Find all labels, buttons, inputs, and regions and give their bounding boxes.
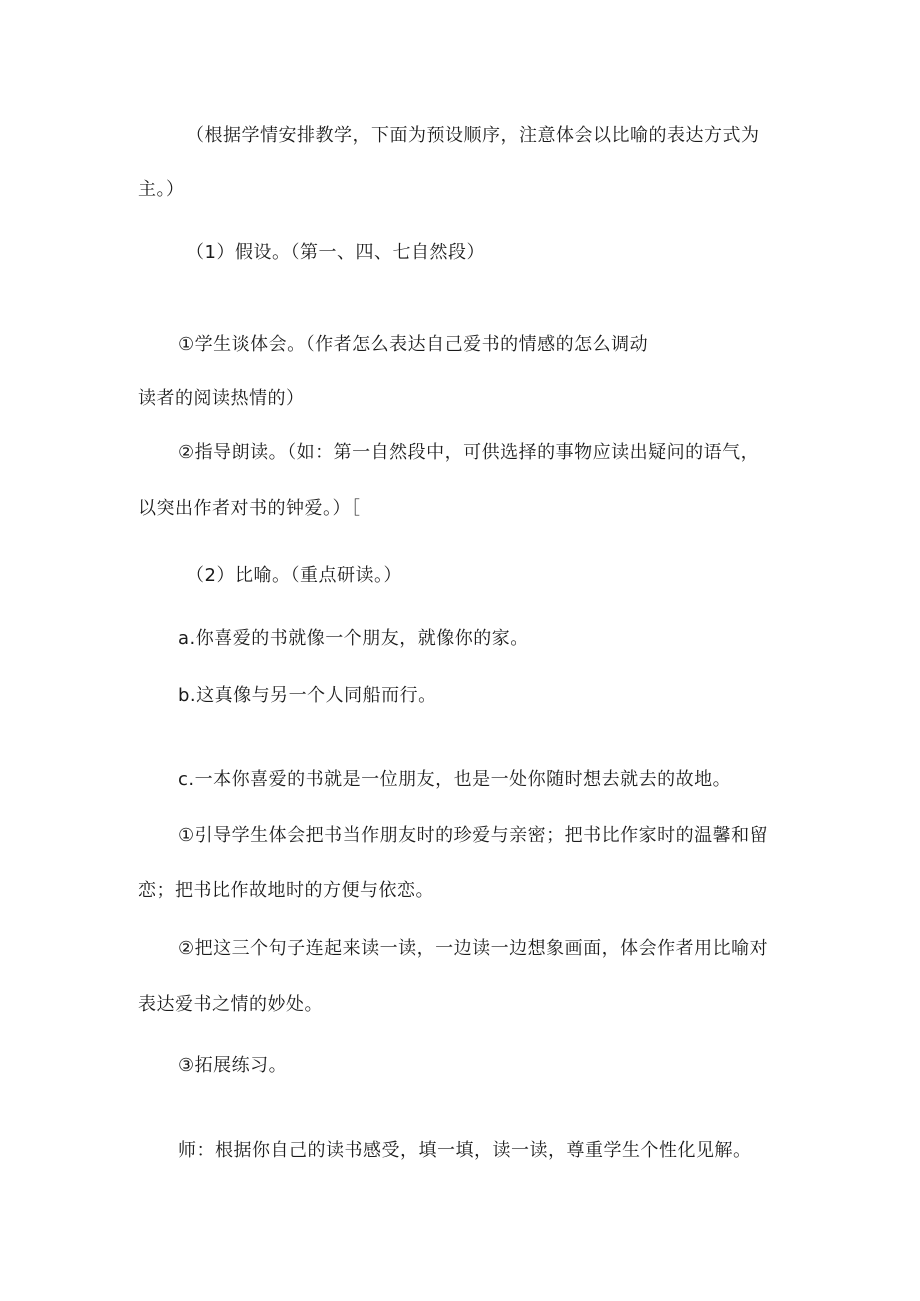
- item-2-1-line-2: 恋；把书比作故地时的方便与依恋。: [138, 880, 434, 901]
- item-2-2-line-2: 表达爱书之情的妙处。: [138, 994, 323, 1015]
- sentence-a: a.你喜爱的书就像一个朋友，就像你的家。: [178, 628, 529, 649]
- item-2-3: ③拓展练习。: [178, 1055, 288, 1076]
- section-heading-1: （1）假设。（第一、四、七自然段）: [186, 242, 485, 263]
- item-1-2-line-2: 以突出作者对书的钟爱。）［: [138, 498, 361, 519]
- sentence-b: b.这真像与另一个人同船而行。: [178, 685, 437, 706]
- intro-line-1: （根据学情安排教学，下面为预设顺序，注意体会以比喻的表达方式为: [186, 125, 760, 146]
- item-1-1-line-2: 读者的阅读热情的）: [138, 388, 305, 409]
- intro-line-2: 主。）: [138, 179, 185, 200]
- item-1-1-line-1: ①学生谈体会。（作者怎么表达自己爱书的情感的怎么调动: [178, 334, 649, 355]
- item-2-1-line-1: ①引导学生体会把书当作朋友时的珍爱与亲密；把书比作家时的温馨和留: [178, 825, 769, 846]
- teacher-note: 师：根据你自己的读书感受，填一填，读一读，尊重学生个性化见解。: [178, 1140, 752, 1161]
- section-heading-2: （2）比喻。（重点研读。）: [186, 565, 402, 586]
- sentence-c: c.一本你喜爱的书就是一位朋友，也是一处你随时想去就去的故地。: [178, 769, 732, 790]
- item-1-2-line-1: ②指导朗读。（如：第一自然段中，可供选择的事物应读出疑问的语气，: [178, 442, 760, 463]
- item-2-2-line-1: ②把这三个句子连起来读一读，一边读一边想象画面，体会作者用比喻对: [178, 938, 769, 959]
